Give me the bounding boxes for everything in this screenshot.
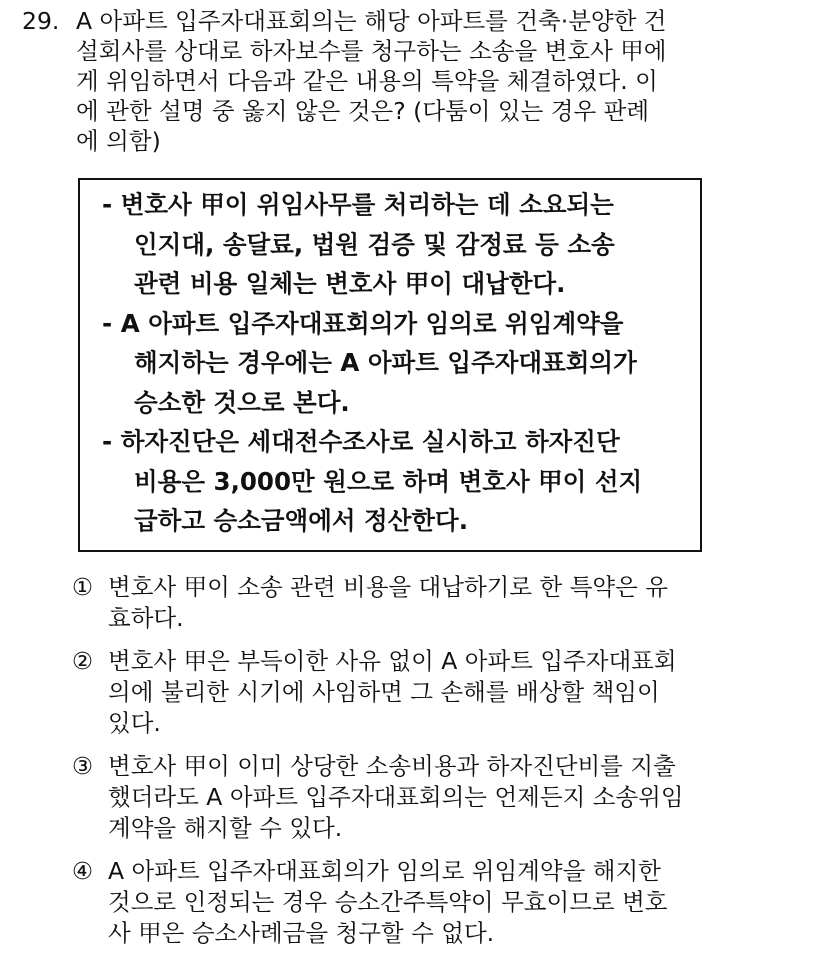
choice-line: 변호사 甲이 소송 관련 비용을 대납하기로 한 특약은 유 (108, 573, 668, 601)
choice-number-mark: ③ (72, 752, 94, 780)
special-term-line: 인지대, 송달료, 법원 검증 및 감정료 등 소송 (134, 229, 615, 259)
choice-line: 의에 불리한 시기에 사임하면 그 손해를 배상할 책임이 (108, 678, 660, 706)
special-term-line: - A 아파트 입주자대표회의가 임의로 위임계약을 (102, 308, 624, 338)
choice-line: A 아파트 입주자대표회의가 임의로 위임계약을 해지한 (108, 857, 661, 885)
question-line: 에 관한 설명 중 옳지 않은 것은? (다툼이 있는 경우 판례 (76, 97, 650, 125)
choice-line: 계약을 해지할 수 있다. (108, 814, 343, 842)
answer-choice-4[interactable] (72, 856, 812, 949)
choice-line: 사 甲은 승소사례금을 청구할 수 없다. (108, 919, 495, 947)
choice-line: 효하다. (108, 604, 184, 632)
answer-choice-3[interactable] (72, 751, 812, 844)
special-term-item (102, 185, 702, 304)
question-line: A 아파트 입주자대표회의는 해당 아파트를 건축·분양한 건 (76, 7, 667, 35)
question-line: 게 위임하면서 다음과 같은 내용의 특약을 체결하였다. 이 (76, 67, 658, 95)
question-stem (22, 6, 812, 156)
answer-choice-2[interactable] (72, 646, 812, 739)
special-terms-list (102, 185, 702, 541)
special-term-line: 승소한 것으로 본다. (134, 387, 350, 417)
answer-choices (72, 572, 812, 961)
question-line: 설회사를 상대로 하자보수를 청구하는 소송을 변호사 甲에 (76, 37, 667, 65)
choice-line: 있다. (108, 709, 161, 737)
choice-line: 변호사 甲이 이미 상당한 소송비용과 하자진단비를 지출 (108, 752, 676, 780)
special-term-item (102, 422, 702, 541)
special-terms-box (78, 178, 702, 552)
special-term-line: 급하고 승소금액에서 정산한다. (134, 506, 469, 535)
choice-number-mark: ④ (72, 857, 94, 885)
special-term-line: - 하자진단은 세대전수조사로 실시하고 하자진단 (102, 427, 620, 456)
choice-line: 변호사 甲은 부득이한 사유 없이 A 아파트 입주자대표회 (108, 647, 677, 675)
special-term-line: - 변호사 甲이 위임사무를 처리하는 데 소요되는 (102, 190, 614, 219)
special-term-line: 비용은 3,000만 원으로 하며 변호사 甲이 선지 (134, 466, 643, 496)
special-term-line: 해지하는 경우에는 A 아파트 입주자대표회의가 (134, 348, 637, 377)
question-number: 29. (22, 7, 60, 35)
choice-line: 것으로 인정되는 경우 승소간주특약이 무효이므로 변호 (108, 888, 668, 916)
answer-choice-1[interactable] (72, 572, 812, 634)
special-term-item (102, 304, 702, 423)
special-term-line: 관련 비용 일체는 변호사 甲이 대납한다. (134, 269, 566, 298)
question-line: 에 의함) (76, 127, 161, 155)
choice-line: 했더라도 A 아파트 입주자대표회의는 언제든지 소송위임 (108, 783, 684, 811)
choice-number-mark: ① (72, 573, 94, 601)
choice-number-mark: ② (72, 647, 94, 675)
